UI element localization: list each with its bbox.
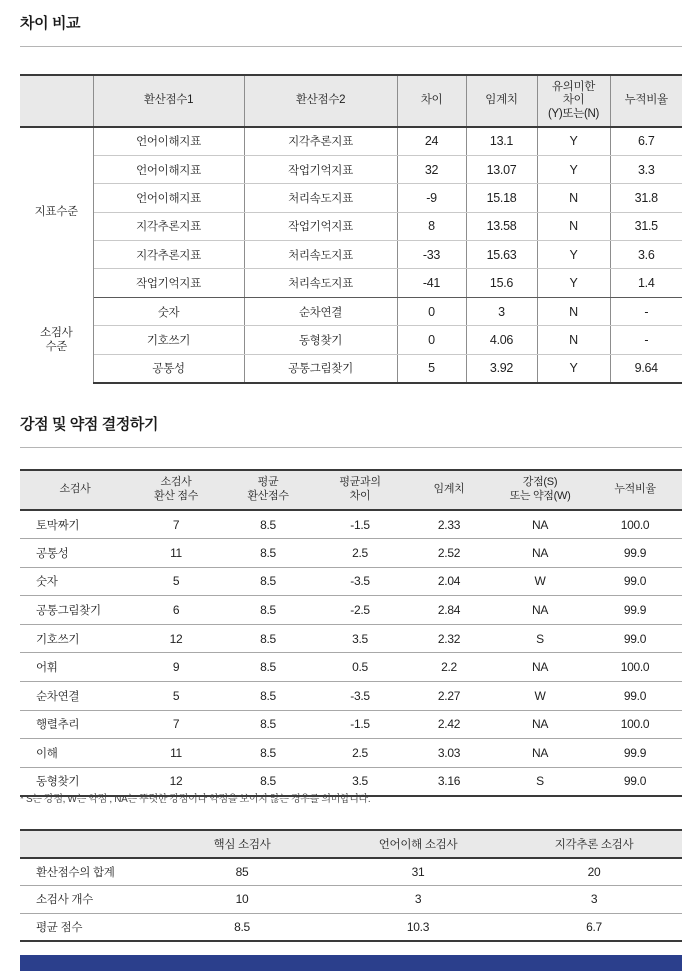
cell-critical: 2.84 bbox=[406, 596, 492, 625]
cell-subtest: 순차연결 bbox=[20, 682, 130, 711]
cell-difference: 0 bbox=[397, 297, 466, 325]
cell-significant: Y bbox=[537, 155, 610, 183]
cell-score: 11 bbox=[130, 739, 222, 768]
table-row bbox=[20, 858, 682, 886]
cell-diff: -3.5 bbox=[314, 682, 406, 711]
cell-verbal: 31 bbox=[330, 858, 506, 886]
group-label-line-1: 지표수준 bbox=[34, 206, 78, 219]
table-row bbox=[20, 886, 682, 914]
cell-mean: 8.5 bbox=[222, 767, 314, 796]
cell-cumulative: 31.8 bbox=[610, 184, 682, 212]
cell-score1: 지각추론지표 bbox=[93, 241, 244, 269]
row-label-mean-score: 평균 점수 bbox=[20, 913, 154, 941]
table-row bbox=[20, 510, 682, 539]
col-header-verbal-subtests: 언어이해 소검사 bbox=[330, 830, 506, 858]
section-divider-strengths-weaknesses bbox=[20, 447, 682, 448]
cell-critical: 13.58 bbox=[466, 212, 537, 240]
cell-mean: 8.5 bbox=[222, 510, 314, 539]
col-header-cumulative: 누적비율 bbox=[610, 75, 682, 127]
cell-subtest: 동형찾기 bbox=[20, 767, 130, 796]
cell-score2: 순차연결 bbox=[244, 297, 397, 325]
cell-significant: Y bbox=[537, 127, 610, 155]
cell-score: 6 bbox=[130, 596, 222, 625]
cell-verbal: 10.3 bbox=[330, 913, 506, 941]
cell-subtest: 숫자 bbox=[20, 567, 130, 596]
cell-score: 7 bbox=[130, 510, 222, 539]
cell-critical: 13.1 bbox=[466, 127, 537, 155]
cell-mean: 8.5 bbox=[222, 624, 314, 653]
col-header-core-subtests: 핵심 소검사 bbox=[154, 830, 330, 858]
summary-table-head bbox=[20, 830, 682, 858]
cell-subtest: 이해 bbox=[20, 739, 130, 768]
significant-line-2: 차이 bbox=[562, 94, 585, 107]
cell-score1: 작업기억지표 bbox=[93, 269, 244, 297]
cell-strength-weakness: W bbox=[492, 567, 588, 596]
cell-mean: 8.5 bbox=[222, 710, 314, 739]
col-header-difference: 차이 bbox=[397, 75, 466, 127]
cell-core: 85 bbox=[154, 858, 330, 886]
cell-cumulative: 100.0 bbox=[588, 710, 682, 739]
cell-critical: 2.33 bbox=[406, 510, 492, 539]
cell-subtest: 행렬추리 bbox=[20, 710, 130, 739]
cell-critical: 3.03 bbox=[406, 739, 492, 768]
cell-perceptual: 3 bbox=[506, 886, 682, 914]
cell-cumulative: 6.7 bbox=[610, 127, 682, 155]
table-row bbox=[20, 354, 682, 382]
cell-cumulative: - bbox=[610, 326, 682, 354]
table-row bbox=[20, 269, 682, 297]
cell-score: 7 bbox=[130, 710, 222, 739]
cell-subtest: 어휘 bbox=[20, 653, 130, 682]
table-row bbox=[20, 653, 682, 682]
col-header-group bbox=[20, 75, 93, 127]
cell-diff: 3.5 bbox=[314, 624, 406, 653]
cell-diff: -2.5 bbox=[314, 596, 406, 625]
cell-significant: N bbox=[537, 212, 610, 240]
cell-critical: 13.07 bbox=[466, 155, 537, 183]
table-header-row bbox=[20, 75, 682, 127]
cell-difference: 32 bbox=[397, 155, 466, 183]
cell-cumulative: 99.9 bbox=[588, 739, 682, 768]
table-row bbox=[20, 596, 682, 625]
sw-table-body bbox=[20, 510, 682, 796]
cell-difference: 0 bbox=[397, 326, 466, 354]
col-header-blank bbox=[20, 830, 154, 858]
cell-subtest: 기호쓰기 bbox=[20, 624, 130, 653]
header-line-2: 또는 약점(W) bbox=[509, 490, 571, 502]
col-header-critical: 임계치 bbox=[466, 75, 537, 127]
difference-comparison-table bbox=[20, 74, 682, 384]
cell-score2: 공통그림찾기 bbox=[244, 354, 397, 382]
header-line-1: 강점(S) bbox=[522, 476, 558, 489]
cell-cumulative: 31.5 bbox=[610, 212, 682, 240]
cell-perceptual: 6.7 bbox=[506, 913, 682, 941]
table-row bbox=[20, 739, 682, 768]
cell-cumulative: 99.9 bbox=[588, 596, 682, 625]
group-label-line-2: 수준 bbox=[45, 340, 68, 353]
table-row bbox=[20, 184, 682, 212]
col-header-subtest: 소검사 bbox=[20, 470, 130, 510]
cell-score: 11 bbox=[130, 539, 222, 568]
cell-cumulative: 99.0 bbox=[588, 767, 682, 796]
cell-score1: 언어이해지표 bbox=[93, 127, 244, 155]
cell-diff: -1.5 bbox=[314, 510, 406, 539]
table-row bbox=[20, 539, 682, 568]
cell-cumulative: 3.6 bbox=[610, 241, 682, 269]
table-row bbox=[20, 913, 682, 941]
table-row bbox=[20, 326, 682, 354]
section-divider-difference bbox=[20, 46, 682, 47]
cell-cumulative: 99.0 bbox=[588, 567, 682, 596]
cell-cumulative: - bbox=[610, 297, 682, 325]
cell-diff: -3.5 bbox=[314, 567, 406, 596]
cell-cumulative: 100.0 bbox=[588, 510, 682, 539]
cell-diff: 3.5 bbox=[314, 767, 406, 796]
cell-significant: N bbox=[537, 184, 610, 212]
cell-score2: 처리속도지표 bbox=[244, 241, 397, 269]
cell-mean: 8.5 bbox=[222, 596, 314, 625]
table-row bbox=[20, 682, 682, 711]
table-row bbox=[20, 624, 682, 653]
difference-table-body bbox=[20, 127, 682, 383]
cell-diff: 2.5 bbox=[314, 739, 406, 768]
row-label-subtest-count: 소검사 개수 bbox=[20, 886, 154, 914]
cell-cumulative: 1.4 bbox=[610, 269, 682, 297]
cell-critical: 15.6 bbox=[466, 269, 537, 297]
col-header-significant bbox=[537, 75, 610, 127]
table-row bbox=[20, 297, 682, 325]
cell-score: 9 bbox=[130, 653, 222, 682]
footer-accent-bar bbox=[20, 955, 682, 971]
cell-mean: 8.5 bbox=[222, 653, 314, 682]
table-row bbox=[20, 241, 682, 269]
cell-strength-weakness: S bbox=[492, 767, 588, 796]
cell-score2: 처리속도지표 bbox=[244, 184, 397, 212]
cell-mean: 8.5 bbox=[222, 739, 314, 768]
cell-strength-weakness: NA bbox=[492, 510, 588, 539]
col-header-score2: 환산점수2 bbox=[244, 75, 397, 127]
section-title-strengths-weaknesses: 강점 및 약점 결정하기 bbox=[20, 416, 159, 433]
cell-strength-weakness: NA bbox=[492, 539, 588, 568]
strengths-weaknesses-table bbox=[20, 469, 682, 797]
table-row bbox=[20, 567, 682, 596]
sw-table-head bbox=[20, 470, 682, 510]
cell-diff: 0.5 bbox=[314, 653, 406, 682]
cell-critical: 3.16 bbox=[406, 767, 492, 796]
table-row bbox=[20, 127, 682, 155]
cell-critical: 2.42 bbox=[406, 710, 492, 739]
cell-score1: 언어이해지표 bbox=[93, 184, 244, 212]
cell-significant: Y bbox=[537, 241, 610, 269]
cell-difference: 24 bbox=[397, 127, 466, 155]
cell-significant: Y bbox=[537, 269, 610, 297]
col-header-cumulative: 누적비율 bbox=[588, 470, 682, 510]
strengths-weaknesses-footnote: * S는 강점, W는 약점 , NA는 뚜렷한 강점이나 약점을 보이지 않는 경우를 의미합니다. bbox=[20, 794, 371, 805]
group-label-indicator-level bbox=[20, 127, 93, 297]
cell-score2: 작업기억지표 bbox=[244, 212, 397, 240]
cell-score: 12 bbox=[130, 624, 222, 653]
col-header-score1: 환산점수1 bbox=[93, 75, 244, 127]
cell-score1: 언어이해지표 bbox=[93, 155, 244, 183]
cell-cumulative: 99.9 bbox=[588, 539, 682, 568]
section-title-difference: 차이 비교 bbox=[20, 15, 81, 32]
cell-score: 12 bbox=[130, 767, 222, 796]
cell-critical: 2.32 bbox=[406, 624, 492, 653]
header-line-1: 소검사 bbox=[160, 476, 192, 489]
table-row bbox=[20, 155, 682, 183]
difference-table-head bbox=[20, 75, 682, 127]
header-line-2: 환산점수 bbox=[247, 490, 289, 502]
cell-critical: 2.52 bbox=[406, 539, 492, 568]
cell-strength-weakness: NA bbox=[492, 653, 588, 682]
cell-difference: 5 bbox=[397, 354, 466, 382]
cell-score: 5 bbox=[130, 567, 222, 596]
cell-strength-weakness: NA bbox=[492, 596, 588, 625]
cell-significant: N bbox=[537, 297, 610, 325]
cell-critical: 3.92 bbox=[466, 354, 537, 382]
header-line-1: 평균 bbox=[257, 476, 279, 489]
cell-cumulative: 99.0 bbox=[588, 624, 682, 653]
cell-cumulative: 100.0 bbox=[588, 653, 682, 682]
cell-critical: 2.27 bbox=[406, 682, 492, 711]
cell-significant: Y bbox=[537, 354, 610, 382]
header-line-2: 차이 bbox=[349, 490, 371, 502]
col-header-diff-from-mean bbox=[314, 470, 406, 510]
summary-table bbox=[20, 829, 682, 942]
cell-score1: 기호쓰기 bbox=[93, 326, 244, 354]
cell-cumulative: 9.64 bbox=[610, 354, 682, 382]
group-label-line-1: 소검사 bbox=[40, 326, 73, 339]
cell-score1: 숫자 bbox=[93, 297, 244, 325]
cell-score2: 동형찾기 bbox=[244, 326, 397, 354]
table-header-row bbox=[20, 830, 682, 858]
row-label-sum-of-scores: 환산점수의 합계 bbox=[20, 858, 154, 886]
cell-perceptual: 20 bbox=[506, 858, 682, 886]
cell-critical: 4.06 bbox=[466, 326, 537, 354]
cell-critical: 2.2 bbox=[406, 653, 492, 682]
group-label-subtest-level bbox=[20, 297, 93, 382]
cell-critical: 15.18 bbox=[466, 184, 537, 212]
cell-significant: N bbox=[537, 326, 610, 354]
cell-subtest: 토막짜기 bbox=[20, 510, 130, 539]
col-header-strength-weakness bbox=[492, 470, 588, 510]
cell-critical: 2.04 bbox=[406, 567, 492, 596]
cell-subtest: 공통성 bbox=[20, 539, 130, 568]
cell-score1: 공통성 bbox=[93, 354, 244, 382]
col-header-perceptual-subtests: 지각추론 소검사 bbox=[506, 830, 682, 858]
cell-score2: 작업기억지표 bbox=[244, 155, 397, 183]
table-row bbox=[20, 710, 682, 739]
cell-core: 8.5 bbox=[154, 913, 330, 941]
cell-diff: -1.5 bbox=[314, 710, 406, 739]
cell-strength-weakness: NA bbox=[492, 710, 588, 739]
cell-score2: 처리속도지표 bbox=[244, 269, 397, 297]
summary-table-body bbox=[20, 858, 682, 941]
significant-line-1: 유의미한 bbox=[551, 80, 596, 93]
col-header-subtest-score bbox=[130, 470, 222, 510]
cell-score: 5 bbox=[130, 682, 222, 711]
cell-cumulative: 3.3 bbox=[610, 155, 682, 183]
cell-core: 10 bbox=[154, 886, 330, 914]
table-header-row bbox=[20, 470, 682, 510]
cell-cumulative: 99.0 bbox=[588, 682, 682, 711]
significant-line-3: (Y)또는(N) bbox=[547, 107, 600, 120]
cell-score1: 지각추론지표 bbox=[93, 212, 244, 240]
table-row bbox=[20, 212, 682, 240]
col-header-critical: 임계치 bbox=[406, 470, 492, 510]
cell-mean: 8.5 bbox=[222, 539, 314, 568]
cell-strength-weakness: W bbox=[492, 682, 588, 711]
cell-score2: 지각추론지표 bbox=[244, 127, 397, 155]
header-line-1: 평균과의 bbox=[339, 476, 381, 489]
cell-difference: -41 bbox=[397, 269, 466, 297]
cell-subtest: 공통그림찾기 bbox=[20, 596, 130, 625]
cell-difference: -9 bbox=[397, 184, 466, 212]
cell-mean: 8.5 bbox=[222, 567, 314, 596]
cell-diff: 2.5 bbox=[314, 539, 406, 568]
cell-critical: 15.63 bbox=[466, 241, 537, 269]
cell-strength-weakness: NA bbox=[492, 739, 588, 768]
col-header-mean-score bbox=[222, 470, 314, 510]
cell-difference: -33 bbox=[397, 241, 466, 269]
cell-strength-weakness: S bbox=[492, 624, 588, 653]
header-line-2: 환산 점수 bbox=[153, 490, 199, 502]
cell-mean: 8.5 bbox=[222, 682, 314, 711]
cell-verbal: 3 bbox=[330, 886, 506, 914]
cell-critical: 3 bbox=[466, 297, 537, 325]
cell-difference: 8 bbox=[397, 212, 466, 240]
